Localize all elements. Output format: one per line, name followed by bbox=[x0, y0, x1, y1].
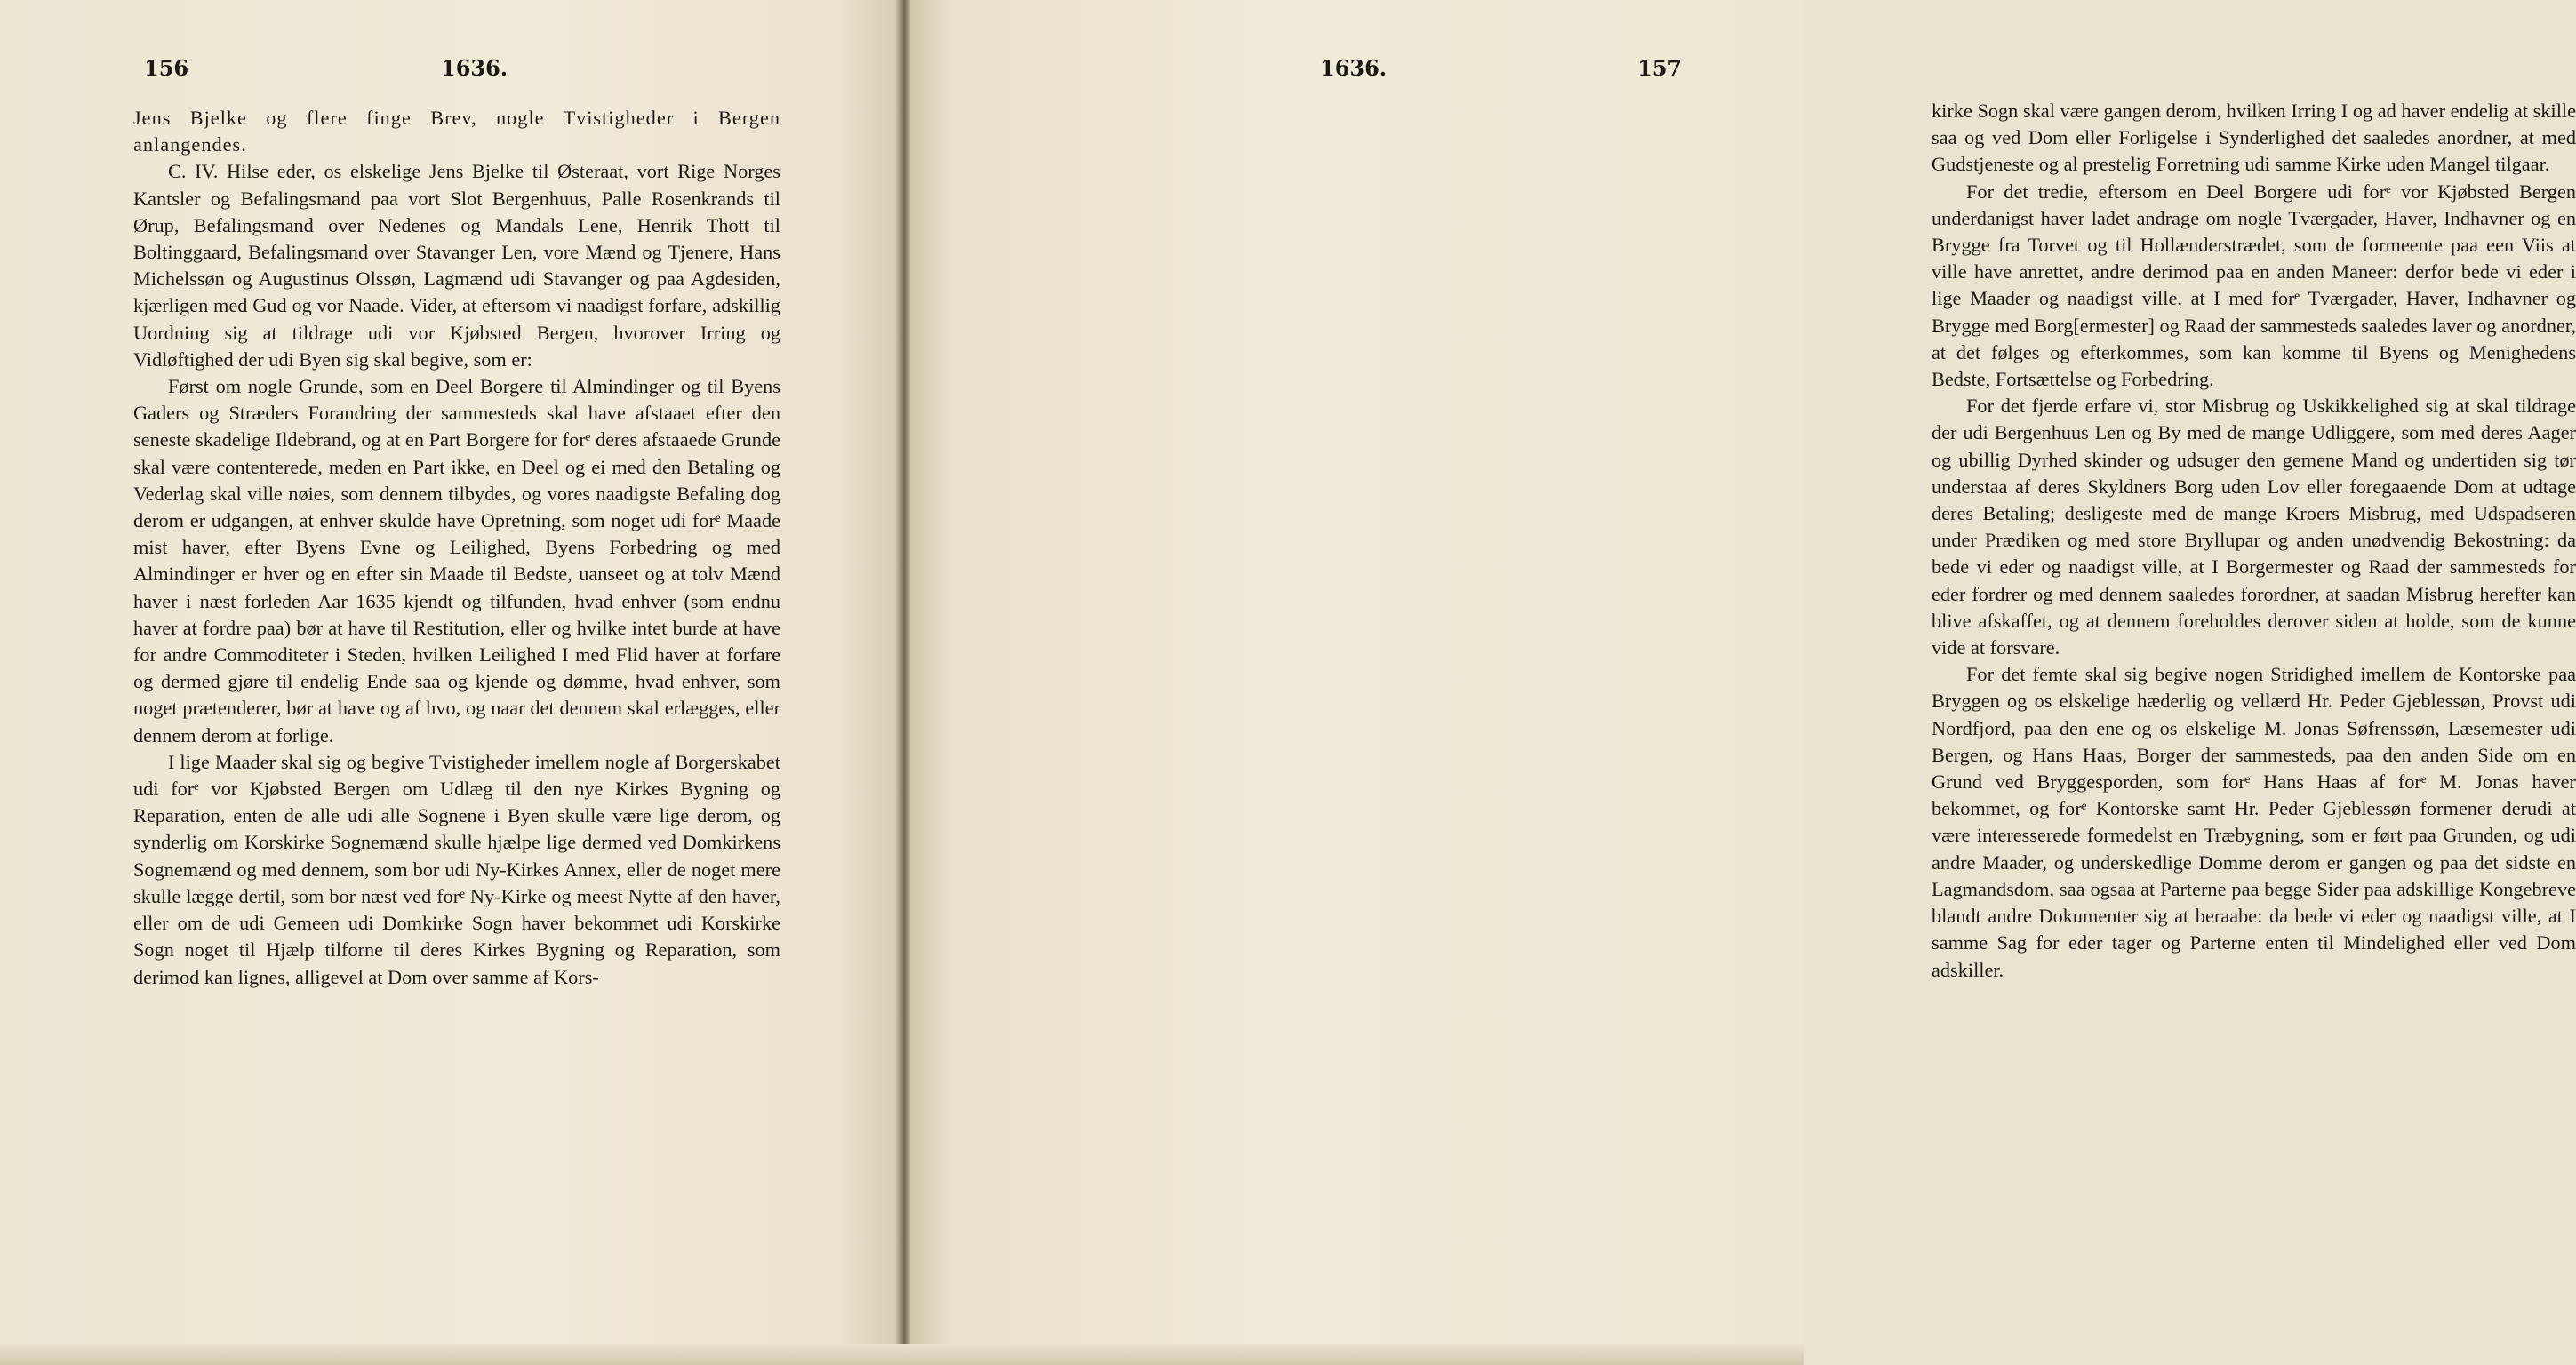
paragraph: C. IV. Hilse eder, os elskelige Jens Bjelke til Østeraat, vort Rige Norges Kantsler og Befalingsmand paa vort Slot Bergenhuus, Palle Rosenkrands til Ørup, Befalingsmand over Nedenes og Mandals Lene, Henrik Thott til Boltinggaard, Befalingsmand over Stavanger Len, vore Mænd og Tjenere, Hans Michelssøn og Augustinus Olssøn, Lagmænd udi Stavanger og paa Agdesiden, kjærligen med Gud og vor Naade. Vider, at eftersom vi naadigst forfare, adskillig Uordning sig at tildrage udi vor Kjøbsted Bergen, hvorover Irring og Vidløftighed der udi Byen sig skal begive, som er: bbox=[133, 160, 780, 371]
page-edge bbox=[0, 1344, 1804, 1365]
letter-title: Jens Bjelke og flere finge Brev, nogle Tvistigheder i Bergen anlangendes. bbox=[133, 107, 780, 156]
page-number: 157 bbox=[1637, 55, 1683, 81]
paragraph: For det tredie, eftersom en Deel Borgere udi forᵉ vor Kjøbsted Bergen underdanigst haver ladet andrage om nogle Tværgader, Haver, Indhavner og en Brygge fra Torvet og til Hollænderstrædet, som de formeente paa een Viis at ville have anrettet, andre derimod paa en anden Maneer: derfor bede vi eder i lige Maader og naadigst ville, at I med forᵉ Tværgader, Haver, Indhavner og Brygge med Borg[ermester] og Raad der sammesteds saaledes laver og anordner, at det følges og efterkommes, som kan komme til Byens og Menighedens Bedste, Fortsættelse og Forbedring. bbox=[1932, 180, 2576, 391]
left-page-text bbox=[133, 105, 780, 991]
running-head: 1636. bbox=[1320, 55, 1388, 81]
paragraph: Først om nogle Grunde, som en Deel Borgere til Almindinger og til Byens Gaders og Stræders Forandring der sammesteds skal have afstaaet efter den seneste skadelige Ildebrand, og at en Part Borgere for forᵉ deres afstaaede Grunde skal være contenterede, meden en Part ikke, en Deel og ei med den Betaling og Vederlag skal ville nøies, som dennem tilbydes, og vores naadigste Befaling dog derom er udgangen, at enhver skulde have Opretning, som noget udi forᵉ Maade mist haver, efter Byens Evne og Leilighed, Byens Forbedring og med Almindinger er hver og en efter sin Maade til Bedste, uanseet og at tolv Mænd haver i næst forleden Aar 1635 kjendt og tilfunden, hvad enhver (som endnu haver at fordre paa) bør at have til Restitution, eller og hvilke intet burde at have for andre Commoditeter i Steden, hvilken Leilighed I med Flid haver at forfare og dermed gjøre til endelig Ende saa og kjende og dømme, hvad enhver, som noget prætenderer, bør at have og af hvo, og naar det dennem skal erlægges, eller dennem derom at forlige. bbox=[133, 375, 780, 746]
right-page-text bbox=[1932, 98, 2576, 984]
paragraph: I lige Maader skal sig og begive Tvistigheder imellem nogle af Borgerskabet udi forᵉ vor Kjøbsted Bergen om Udlæg til den nye Kirkes Bygning og Reparation, enten de alle udi alle Sognene i Byen skulle være lige derom, og synderlig om Korskirke Sognemænd skulle hjælpe lige dermed ved Domkirkens Sognemænd og med dennem, som bor udi Ny-Kirkes Annex, eller de noget mere skulle lægge dertil, som bor næst ved forᵉ Ny-Kirke og meest Nytte af den haver, eller om de udi Gemeen udi Domkirke Sogn haver bekommet udi Korskirke Sogn noget til Hjælp tilforne til deres Kirkes Bygning og Reparation, som derimod kan lignes, alligevel at Dom over samme af Kors- bbox=[133, 750, 780, 988]
left-page bbox=[0, 0, 900, 1365]
right-page bbox=[907, 0, 2576, 1365]
paragraph: For det femte skal sig begive nogen Stridighed imellem de Kontorske paa Bryggen og os elskelige hæderlig og vellærd Hr. Peder Gjeblessøn, Provst udi Nordfjord, paa den ene og os elskelige M. Jonas Søfrenssøn, Læsemester udi Bergen, og Hans Haas, Borger der sammesteds, paa den anden Side om en Grund ved Bryggesporden, som forᵉ Hans Haas af forᵉ M. Jonas haver bekommet, og forᵉ Kontorske samt Hr. Peder Gjeblessøn formener derudi at være interesserede formedelst en Træbygning, som er ført paa Grunden, og udi andre Maader, og underskedlige Domme derom er gangen og paa det sidste en Lagmandsdom, saa ogsaa at Parterne paa begge Sider paa adskillige Kongebreve blandt andre Dokumenter sig at beraabe: da bede vi eder og naadigst ville, at I samme Sag for eder tager og Parterne enten til Mindelighed eller ved Dom adskiller. bbox=[1932, 663, 2576, 981]
running-head: 1636. bbox=[441, 55, 508, 81]
page-number: 156 bbox=[144, 55, 189, 81]
paragraph: kirke Sogn skal være gangen derom, hvilken Irring I og ad haver endelig at skille saa og ved Dom eller Forligelse i Synderlighed det saaledes anordner, at med Gudstjeneste og al prestelig Forretning udi samme Kirke uden Mangel tilgaar. bbox=[1932, 100, 2576, 176]
book-gutter bbox=[896, 0, 910, 1365]
paragraph: For det fjerde erfare vi, stor Misbrug og Uskikkelighed sig at skal tildrage der udi Bergenhuus Len og By med de mange Udliggere, som med deres Aager og ubillig Dyrhed skinder og udsuger den gemene Mand og undertiden sig tør understaa af deres Skyldners Borg uden Lov eller foregaaende Dom at udtage deres Betaling; desligeste med de mange Kroers Misbrug, med Udspadseren under Prædiken og med store Bryllupar og anden unødvendig Bekostning: da bede vi eder og naadigst ville, at I Borgermester og Raad der sammesteds for eder fordrer og med dennem saaledes forordner, at saadan Misbrug herefter kan blive afskaffet, og at dennem foreholdes derover siden at holde, som de kunne vide at forsvare. bbox=[1932, 395, 2576, 659]
